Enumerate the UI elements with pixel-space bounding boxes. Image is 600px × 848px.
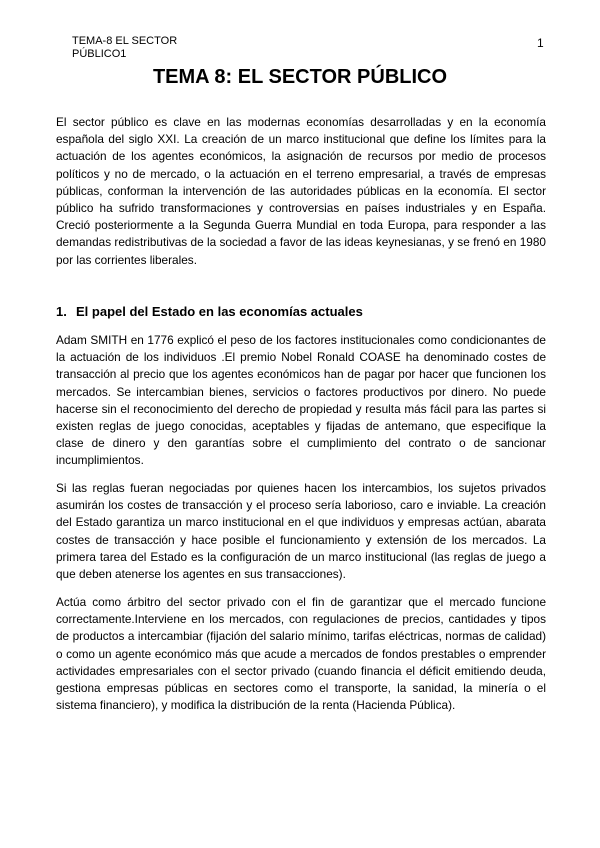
section-title: El papel del Estado en las economías actuales (76, 304, 363, 319)
section-number: 1. (56, 304, 67, 319)
intro-paragraph: El sector público es clave en las modernas economías desarrolladas y en la economía española del siglo XXI. La creación de un marco institucional que define los límites para la actuación de los agentes económicos, la asignación de recursos por medio de procesos políticos y no de mercado, o la actuación en el terreno empresarial, a través de empresas públicas, conforman la intervención de las autoridades públicas en la economía. El sector público ha sufrido transformaciones y controversias en países industriales y en España. Creció posteriormente a la Segunda Guerra Mundial en toda Europa, para responder a las demandas redistributivas de la sociedad a favor de las ideas keynesianas, y se frenó en 1980 por las corrientes liberales. (56, 115, 546, 267)
page-title: TEMA 8: EL SECTOR PÚBLICO (152, 66, 448, 88)
running-header: TEMA-8 EL SECTOR PÚBLICO1 (72, 35, 178, 60)
body-paragraph-3: Actúa como árbitro del sector privado con el fin de garantizar que el mercado funcione correctamente.Interviene en los mercados, con regulaciones de precios, cantidades y tipos de productos a intercambiar (fijación del salario mínimo, tarifas eléctricas, normas de calidad) o como un agente económico más que acude a mercados de fondos prestables o emprender actividades empresariales con el sector privado (cuando financia el déficit emitiendo deuda, gestiona empresas públicas en sectores como el transporte, la sanidad, la minería o el sistema financiero), y modifica la distribución de la renta (Hacienda Pública). (56, 595, 546, 713)
body-paragraph-2: Si las reglas fueran negociadas por quienes hacen los intercambios, los sujetos privados asumirán los costes de transacción y el proceso sería laborioso, caro e inviable. La creación del Estado garantiza un marco institucional en el que individuos y empresas actúan, abarata costes de transacción y hace posible el funcionamiento y extensión de los mercados. La primera tarea del Estado es la configuración de un marco institucional (las reglas de juego a que deben atenerse los agentes en sus transacciones). (56, 481, 546, 582)
section-heading (56, 304, 546, 319)
page-number: 1 (537, 36, 544, 50)
body-paragraph-1: Adam SMITH en 1776 explicó el peso de los factores institucionales como condicionantes de la actuación de los individuos .El premio Nobel Ronald COASE ha denominado costes de transacción al precio que los agentes económicos han de pagar por hacer que funcionen los mercados. Se intercambian bienes, servicios o factores productivos por dinero. No puede hacerse sin el reconocimiento del derecho de propiedad y resulta más fácil para las partes si existen reglas de juego conocidas, aceptables y fijadas de antemano, que especifique la clase de dinero y den garantías sobre el cumplimiento del contrato o de sancionar incumplimientos. (56, 333, 546, 468)
